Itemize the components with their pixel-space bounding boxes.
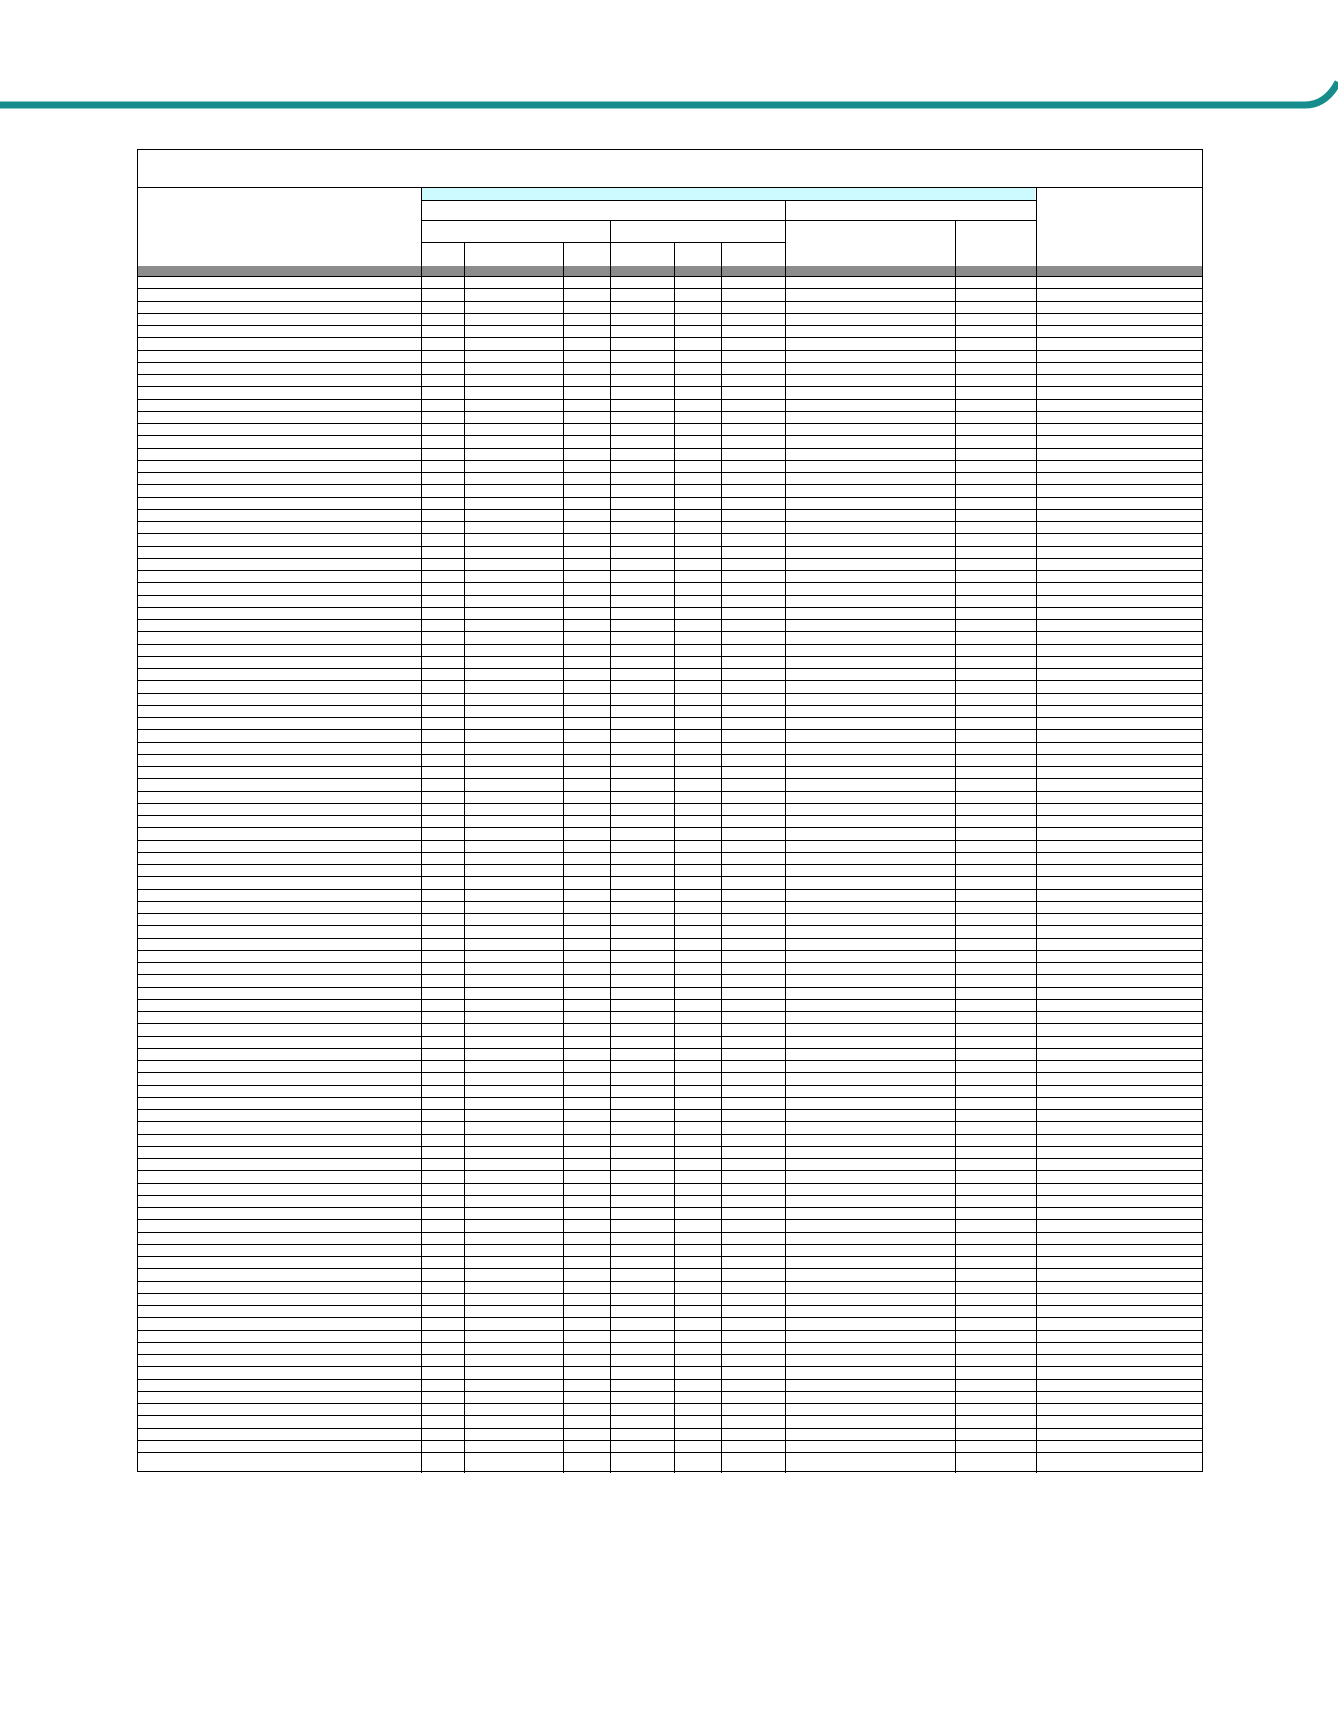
- table-row: [138, 1293, 1202, 1305]
- table-row: [138, 1428, 1202, 1440]
- table-row: [138, 693, 1202, 705]
- header-sub-right-a: [786, 221, 955, 266]
- table-row: [138, 1403, 1202, 1415]
- column-divider: [1036, 266, 1037, 1473]
- table-row: [138, 1354, 1202, 1366]
- table-row: [138, 313, 1202, 325]
- table-row: [138, 766, 1202, 778]
- table-row: [138, 1048, 1202, 1060]
- table-row: [138, 950, 1202, 962]
- column-divider: [785, 266, 786, 1473]
- table-title: [138, 150, 1202, 187]
- table-row: [138, 595, 1202, 607]
- table-row: [138, 754, 1202, 766]
- table-row: [138, 276, 1202, 288]
- table-row: [138, 1366, 1202, 1378]
- table-row: [138, 1085, 1202, 1097]
- table-row: [138, 619, 1202, 631]
- table-row: [138, 1011, 1202, 1023]
- table-row: [138, 656, 1202, 668]
- table-row: [138, 1232, 1202, 1244]
- table-row: [138, 521, 1202, 533]
- column-divider: [421, 266, 422, 1473]
- header-sub-left-a: [422, 221, 610, 242]
- table-row: [138, 399, 1202, 411]
- column-divider: [955, 266, 956, 1473]
- table-row: [138, 1060, 1202, 1072]
- table-row: [138, 1097, 1202, 1109]
- column-divider: [721, 266, 722, 1473]
- header-body-separator: [138, 266, 1202, 276]
- table-row: [138, 1342, 1202, 1354]
- table-row: [138, 742, 1202, 754]
- column-header: [722, 243, 785, 265]
- table-row: [138, 889, 1202, 901]
- table-row: [138, 1170, 1202, 1182]
- table-row: [138, 1415, 1202, 1427]
- table-row: [138, 1330, 1202, 1342]
- table-row: [138, 472, 1202, 484]
- table-row: [138, 1207, 1202, 1219]
- table-row: [138, 1219, 1202, 1231]
- table-row: [138, 423, 1202, 435]
- table-row: [138, 840, 1202, 852]
- table-row: [138, 778, 1202, 790]
- table-row: [138, 938, 1202, 950]
- table-row: [138, 803, 1202, 815]
- column-header: [611, 243, 674, 265]
- table-row: [138, 1256, 1202, 1268]
- column-header: [564, 243, 610, 265]
- table-row: [138, 509, 1202, 521]
- table-row: [138, 1317, 1202, 1329]
- table-row: [138, 301, 1202, 313]
- table-row: [138, 974, 1202, 986]
- table-row: [138, 350, 1202, 362]
- table-row: [138, 705, 1202, 717]
- table-row: [138, 1440, 1202, 1452]
- table-row: [138, 1134, 1202, 1146]
- table-row: [138, 337, 1202, 349]
- header-col-divider: [785, 200, 786, 266]
- header-group-left: [422, 201, 784, 220]
- header-group-right: [786, 201, 1035, 220]
- table-row: [138, 668, 1202, 680]
- table-row: [138, 827, 1202, 839]
- header-accent-band: [0, 0, 1338, 120]
- header-accent-line: [0, 82, 1338, 105]
- table-row: [138, 435, 1202, 447]
- table-row: [138, 962, 1202, 974]
- table-row: [138, 1195, 1202, 1207]
- column-header: [422, 243, 464, 265]
- table-row: [138, 1452, 1202, 1464]
- table-row: [138, 729, 1202, 741]
- table-row: [138, 1183, 1202, 1195]
- table-row: [138, 999, 1202, 1011]
- table-row: [138, 864, 1202, 876]
- column-divider: [610, 266, 611, 1473]
- column-divider: [563, 266, 564, 1473]
- column-header: [675, 243, 721, 265]
- table-row: [138, 1379, 1202, 1391]
- table-row: [138, 1023, 1202, 1035]
- column-header: [465, 243, 563, 265]
- header-highlight-band: [422, 188, 1035, 200]
- table-row: [138, 386, 1202, 398]
- table-row: [138, 1146, 1202, 1158]
- header-sub-left-b: [611, 221, 785, 242]
- table-row: [138, 631, 1202, 643]
- table-row: [138, 288, 1202, 300]
- table-row: [138, 325, 1202, 337]
- table-row: [138, 1281, 1202, 1293]
- table-row: [138, 913, 1202, 925]
- table-row: [138, 362, 1202, 374]
- table-row: [138, 558, 1202, 570]
- table-row: [138, 533, 1202, 545]
- column-divider: [464, 266, 465, 1473]
- table-row: [138, 1158, 1202, 1170]
- table-row: [138, 644, 1202, 656]
- table-row: [138, 1244, 1202, 1256]
- table-row: [138, 1036, 1202, 1048]
- table-row: [138, 876, 1202, 888]
- table-row: [138, 925, 1202, 937]
- table-row: [138, 570, 1202, 582]
- table-row-rule: [138, 1471, 1202, 1472]
- table-row: [138, 815, 1202, 827]
- table-row: [138, 791, 1202, 803]
- table-row: [138, 411, 1202, 423]
- table-row: [138, 987, 1202, 999]
- column-divider: [674, 266, 675, 1473]
- table-row: [138, 1109, 1202, 1121]
- table-row: [138, 460, 1202, 472]
- table-row: [138, 497, 1202, 509]
- table-row: [138, 901, 1202, 913]
- table-row: [138, 1268, 1202, 1280]
- table-row: [138, 1391, 1202, 1403]
- header-col-divider: [955, 220, 956, 266]
- table-row: [138, 680, 1202, 692]
- table-row: [138, 448, 1202, 460]
- table-row: [138, 717, 1202, 729]
- header-sub-right-b: [956, 221, 1035, 266]
- data-table: [137, 149, 1203, 1472]
- table-row: [138, 1121, 1202, 1133]
- table-row: [138, 582, 1202, 594]
- table-row: [138, 1305, 1202, 1317]
- table-row: [138, 1072, 1202, 1084]
- table-row: [138, 484, 1202, 496]
- table-row: [138, 374, 1202, 386]
- column-header: [1037, 188, 1201, 265]
- column-header: [139, 188, 421, 265]
- table-row: [138, 607, 1202, 619]
- table-row: [138, 546, 1202, 558]
- table-row: [138, 852, 1202, 864]
